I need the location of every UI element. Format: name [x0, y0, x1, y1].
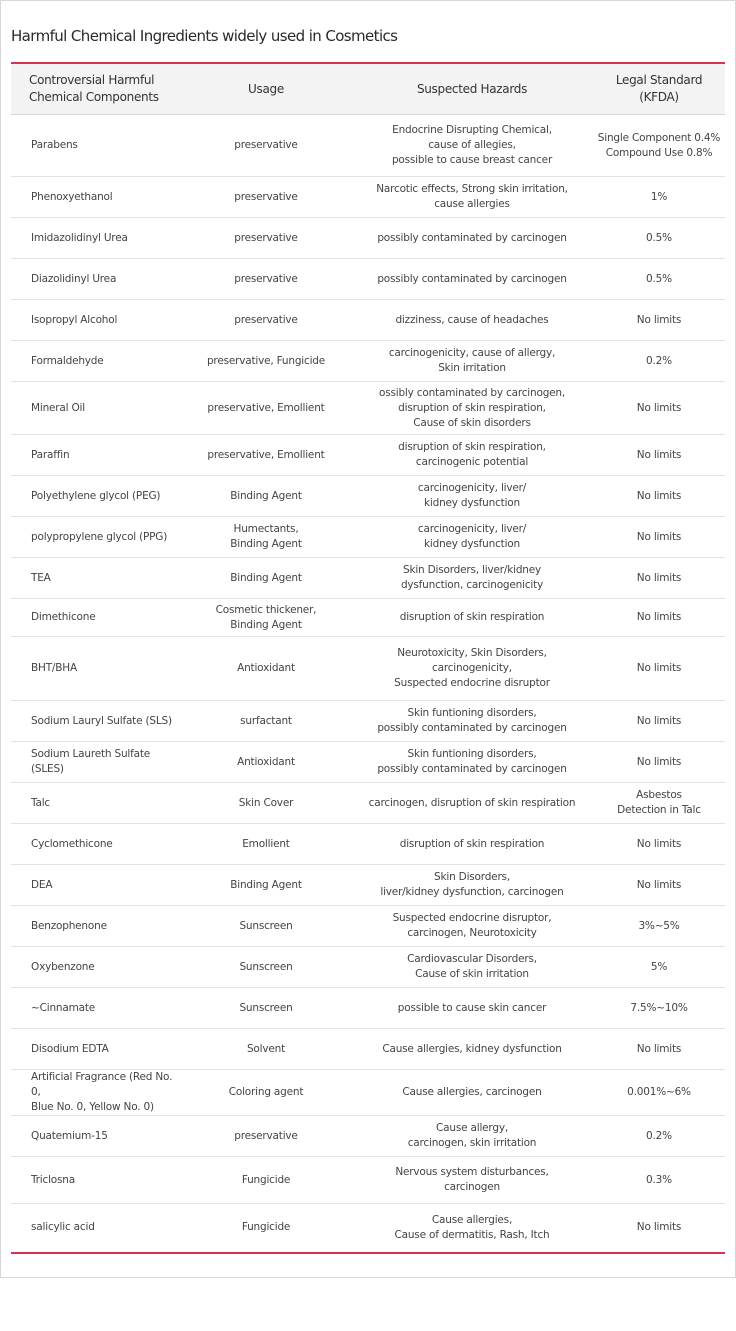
component-cell: Formaldehyde — [11, 341, 181, 382]
usage-cell: Sunscreen — [181, 947, 351, 988]
table-row — [11, 218, 725, 259]
hazards-cell: Cause allergies, kidney dysfunction — [351, 1029, 593, 1070]
legal-standard-cell: No limits — [593, 558, 725, 599]
table-row — [11, 341, 725, 382]
legal-standard-cell: No limits — [593, 599, 725, 637]
usage-cell: preservative — [181, 115, 351, 177]
table-row — [11, 1029, 725, 1070]
usage-cell: surfactant — [181, 701, 351, 742]
hazards-cell: disruption of skin respiration, carcinogenic potential — [351, 435, 593, 476]
hazards-cell: Cause allergy, carcinogen, skin irritation — [351, 1116, 593, 1157]
component-cell: DEA — [11, 865, 181, 906]
usage-cell: preservative — [181, 259, 351, 300]
table-row — [11, 599, 725, 637]
table-row — [11, 300, 725, 341]
usage-cell: Antioxidant — [181, 637, 351, 701]
component-cell: TEA — [11, 558, 181, 599]
table-row — [11, 742, 725, 783]
legal-standard-cell: No limits — [593, 637, 725, 701]
component-cell: Talc — [11, 783, 181, 824]
hazards-cell: disruption of skin respiration — [351, 599, 593, 637]
hazards-cell: Suspected endocrine disruptor, carcinogen, Neurotoxicity — [351, 906, 593, 947]
component-cell: salicylic acid — [31, 1221, 95, 1234]
component-cell: Oxybenzone — [11, 947, 181, 988]
usage-cell: Solvent — [181, 1029, 351, 1070]
usage-cell: Emollient — [181, 824, 351, 865]
legal-standard-cell: No limits — [593, 476, 725, 517]
hazards-cell: carcinogenicity, liver/ kidney dysfunction — [351, 476, 593, 517]
legal-standard-cell: No limits — [593, 435, 725, 476]
usage-cell: preservative, Fungicide — [181, 341, 351, 382]
component-cell: Triclosna — [11, 1157, 181, 1204]
table-row — [11, 865, 725, 906]
usage-cell: Humectants, Binding Agent — [181, 517, 351, 558]
legal-standard-cell: 0.5% — [593, 218, 725, 259]
table-row — [11, 906, 725, 947]
legal-standard-cell: No limits — [593, 1029, 725, 1070]
table-row — [11, 115, 725, 177]
table-row — [11, 988, 725, 1029]
legal-standard-cell: 7.5%~10% — [593, 988, 725, 1029]
table-row — [11, 177, 725, 218]
component-cell: Phenoxyethanol — [11, 177, 181, 218]
table-row — [11, 476, 725, 517]
table-row — [11, 637, 725, 701]
component-cell: ~Cinnamate — [11, 988, 181, 1029]
ingredients-table — [11, 64, 725, 1252]
hazards-cell: carcinogenicity, cause of allergy, Skin irritation — [351, 341, 593, 382]
usage-cell: preservative — [181, 300, 351, 341]
usage-cell: Fungicide — [181, 1157, 351, 1204]
table-row — [11, 382, 725, 435]
usage-cell: Binding Agent — [181, 558, 351, 599]
component-cell: Isopropyl Alcohol — [11, 300, 181, 341]
table-row — [11, 558, 725, 599]
table-header — [11, 64, 725, 115]
component-cell: Disodium EDTA — [11, 1029, 181, 1070]
header-hazards: Suspected Hazards — [351, 64, 593, 115]
hazards-cell: disruption of skin respiration — [351, 824, 593, 865]
table-row — [11, 701, 725, 742]
hazards-cell: possibly contaminated by carcinogen — [351, 218, 593, 259]
hazards-cell: Endocrine Disrupting Chemical, cause of allegies, possible to cause breast cancer — [351, 115, 593, 177]
hazards-cell: carcinogen, disruption of skin respiration — [351, 783, 593, 824]
legal-standard-cell: No limits — [593, 300, 725, 341]
legal-standard-cell: No limits — [636, 1221, 682, 1234]
hazards-cell: Neurotoxicity, Skin Disorders, carcinogenicity, Suspected endocrine disruptor — [351, 637, 593, 701]
component-cell: Quatemium-15 — [11, 1116, 181, 1157]
hazards-cell: possibly contaminated by carcinogen — [351, 259, 593, 300]
component-cell: Diazolidinyl Urea — [11, 259, 181, 300]
hazards-cell: carcinogenicity, liver/ kidney dysfunction — [351, 517, 593, 558]
hazards-cell: Cause allergies, carcinogen — [351, 1070, 593, 1116]
component-cell: Parabens — [11, 115, 181, 177]
legal-standard-cell: Single Component 0.4% Compound Use 0.8% — [593, 115, 725, 177]
table-row — [11, 1116, 725, 1157]
component-cell: Sodium Lauryl Sulfate (SLS) — [11, 701, 181, 742]
usage-cell: Sunscreen — [181, 906, 351, 947]
legal-standard-cell: No limits — [593, 517, 725, 558]
hazards-cell: Skin funtioning disorders, possibly contaminated by carcinogen — [351, 701, 593, 742]
hazards-cell: Skin Disorders, liver/kidney dysfunction, carcinogen — [351, 865, 593, 906]
usage-cell: preservative — [181, 218, 351, 259]
usage-cell: Skin Cover — [181, 783, 351, 824]
ingredients-table-wrapper — [11, 62, 725, 1254]
legal-standard-cell: 0.001%~6% — [593, 1070, 725, 1116]
legal-standard-cell: 0.3% — [593, 1157, 725, 1204]
hazards-cell: Narcotic effects, Strong skin irritation, cause allergies — [351, 177, 593, 218]
component-cell: Sodium Laureth Sulfate (SLES) — [11, 742, 181, 783]
component-cell: Mineral Oil — [11, 382, 181, 435]
usage-cell: Cosmetic thickener, Binding Agent — [181, 599, 351, 637]
table-row — [11, 783, 725, 824]
legal-standard-cell: 0.5% — [593, 259, 725, 300]
hazards-cell: possible to cause skin cancer — [351, 988, 593, 1029]
header-components: Controversial Harmful Chemical Components — [11, 64, 181, 115]
table-row — [11, 1204, 725, 1252]
legal-standard-cell: No limits — [593, 824, 725, 865]
legal-standard-cell: Asbestos Detection in Talc — [593, 783, 725, 824]
usage-cell: Binding Agent — [181, 865, 351, 906]
header-usage: Usage — [181, 64, 351, 115]
component-cell: BHT/BHA — [11, 637, 181, 701]
component-cell: Cyclomethicone — [11, 824, 181, 865]
table-row — [11, 259, 725, 300]
hazards-cell: Skin Disorders, liver/kidney dysfunction, carcinogenicity — [351, 558, 593, 599]
hazards-cell: Cardiovascular Disorders, Cause of skin irritation — [351, 947, 593, 988]
usage-cell: Sunscreen — [181, 988, 351, 1029]
table-row — [11, 517, 725, 558]
table-body — [11, 115, 725, 1252]
header-row — [11, 64, 725, 115]
table-row — [11, 435, 725, 476]
hazards-cell: Cause allergies, Cause of dermatitis, Rash, Itch — [394, 1213, 550, 1241]
component-cell: Artificial Fragrance (Red No. 0, Blue No. 0, Yellow No. 0) — [11, 1070, 181, 1116]
legal-standard-cell: 0.2% — [593, 341, 725, 382]
hazards-cell: dizziness, cause of headaches — [351, 300, 593, 341]
usage-cell: preservative — [181, 177, 351, 218]
hazards-cell: Skin funtioning disorders, possibly contaminated by carcinogen — [351, 742, 593, 783]
usage-cell: preservative — [181, 1116, 351, 1157]
legal-standard-cell: 5% — [593, 947, 725, 988]
legal-standard-cell: 0.2% — [593, 1116, 725, 1157]
legal-standard-cell: No limits — [593, 865, 725, 906]
legal-standard-cell: No limits — [593, 701, 725, 742]
component-cell: Imidazolidinyl Urea — [11, 218, 181, 259]
usage-cell: preservative, Emollient — [181, 435, 351, 476]
usage-cell: Coloring agent — [181, 1070, 351, 1116]
header-legal-standard: Legal Standard (KFDA) — [593, 64, 725, 115]
legal-standard-cell: 3%~5% — [593, 906, 725, 947]
usage-cell: Binding Agent — [181, 476, 351, 517]
component-cell: Benzophenone — [11, 906, 181, 947]
usage-cell: Fungicide — [241, 1221, 291, 1234]
component-cell: Polyethylene glycol (PEG) — [11, 476, 181, 517]
table-row — [11, 1070, 725, 1116]
usage-cell: Antioxidant — [181, 742, 351, 783]
legal-standard-cell: No limits — [593, 742, 725, 783]
component-cell: Paraffin — [11, 435, 181, 476]
table-row — [11, 1157, 725, 1204]
table-row — [11, 947, 725, 988]
legal-standard-cell: 1% — [593, 177, 725, 218]
component-cell: Dimethicone — [11, 599, 181, 637]
hazards-cell: ossibly contaminated by carcinogen, disruption of skin respiration, Cause of skin disorders — [351, 382, 593, 435]
hazards-cell: Nervous system disturbances, carcinogen — [351, 1157, 593, 1204]
legal-standard-cell: No limits — [593, 382, 725, 435]
page-title: Harmful Chemical Ingredients widely used in Cosmetics — [11, 27, 398, 45]
component-cell: polypropylene glycol (PPG) — [11, 517, 181, 558]
usage-cell: preservative, Emollient — [181, 382, 351, 435]
table-row — [11, 824, 725, 865]
